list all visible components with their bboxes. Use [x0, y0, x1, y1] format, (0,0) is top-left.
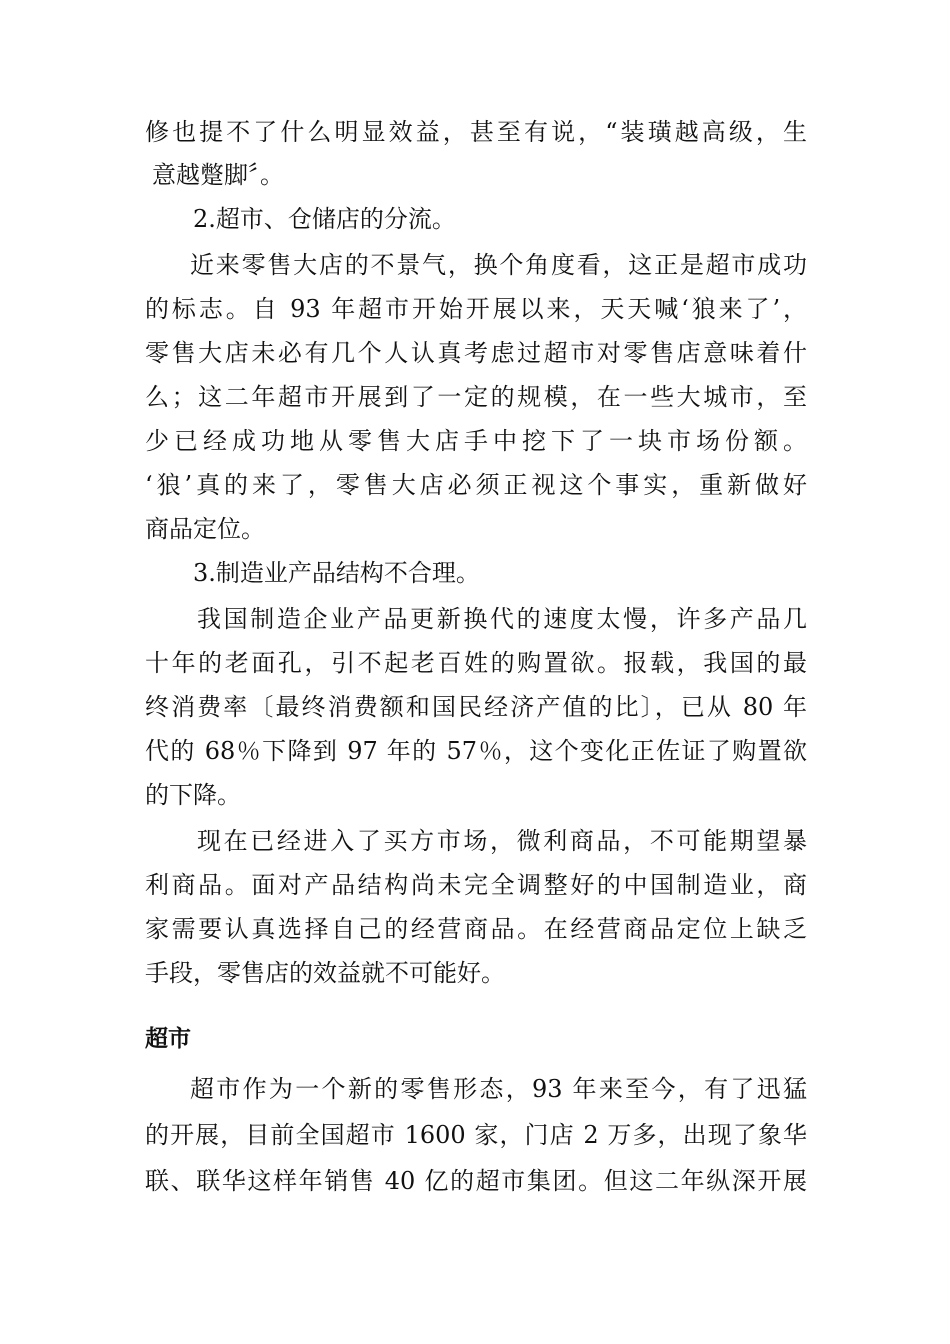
paragraph-line: 的标志。自 93 年超市开始开展以来，天天喊‘狼来了’，: [145, 295, 807, 323]
paragraph-line: 的下降。: [145, 781, 241, 809]
paragraph-line: 十年的老面孔，引不起老百姓的购置欲。报载，我国的最: [145, 649, 807, 677]
list-item-heading: 2.超市、仓储店的分流。: [193, 205, 456, 233]
paragraph-line: 手段，零售店的效益就不可能好。: [145, 959, 505, 987]
paragraph-line: 少已经成功地从零售大店手中挖下了一块市场份额。: [145, 427, 807, 455]
paragraph-line: 么；这二年超市开展到了一定的规模，在一些大城市，至: [145, 383, 807, 411]
paragraph-line: 超市作为一个新的零售形态，93 年来至今，有了迅猛: [190, 1075, 807, 1103]
paragraph-line: 商品定位。: [145, 515, 265, 543]
list-item-heading: 3.制造业产品结构不合理。: [193, 559, 480, 587]
paragraph-line: 近来零售大店的不景气，换个角度看，这正是超市成功: [190, 251, 807, 279]
paragraph-line: 联、联华这样年销售 40 亿的超市集团。但这二年纵深开展: [145, 1167, 807, 1195]
paragraph-line: 家需要认真选择自己的经营商品。在经营商品定位上缺乏: [145, 915, 807, 943]
paragraph-line: 利商品。面对产品结构尚未完全调整好的中国制造业，商: [145, 871, 807, 899]
paragraph-line: 零售大店未必有几个人认真考虑过超市对零售店意味着什: [145, 339, 807, 367]
paragraph-line: 修也提不了什么明显效益，甚至有说，“装璜越高级，生: [145, 118, 807, 146]
paragraph-line: ‘狼’真的来了，零售大店必须正视这个事实，重新做好: [145, 471, 807, 499]
paragraph-line: 代的 68％下降到 97 年的 57％，这个变化正佐证了购置欲: [145, 737, 807, 765]
paragraph-line: 现在已经进入了买方市场，微利商品，不可能期望暴: [197, 827, 807, 855]
paragraph-line: 的开展，目前全国超市 1600 家，门店 2 万多，出现了象华: [145, 1121, 807, 1149]
paragraph-line: 意越蹩脚〞。: [152, 161, 284, 189]
paragraph-line: 终消费率〔最终消费额和国民经济产值的比〕，已从 80 年: [145, 693, 807, 721]
section-heading: 超市: [145, 1026, 191, 1052]
paragraph-line: 我国制造企业产品更新换代的速度太慢，许多产品几: [197, 605, 807, 633]
